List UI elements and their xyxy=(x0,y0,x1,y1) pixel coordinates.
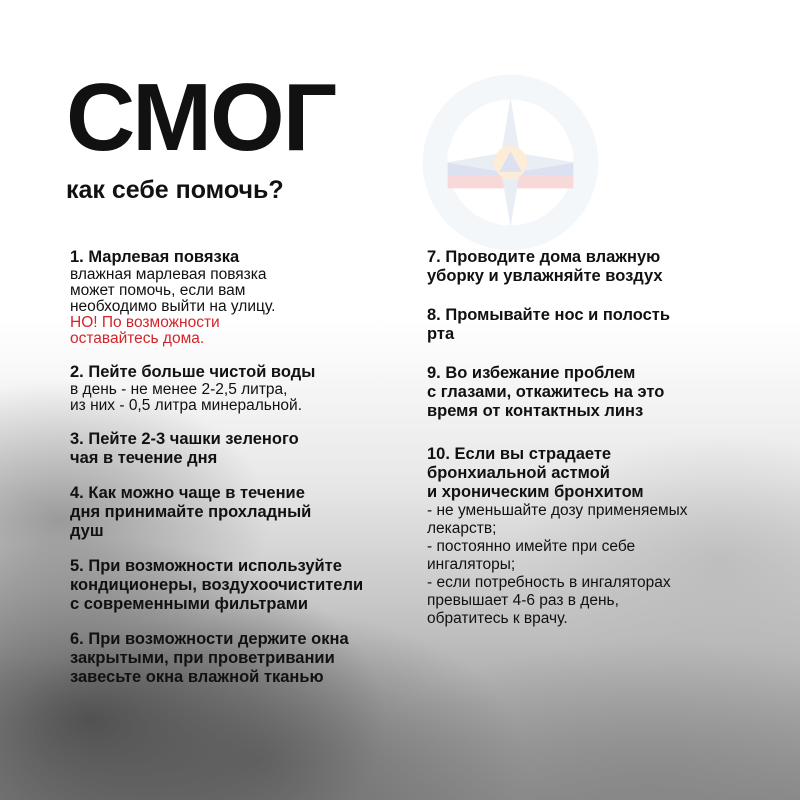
emblem-icon xyxy=(418,70,603,255)
tip-heading: душ xyxy=(70,522,104,540)
page-title: СМОГ xyxy=(66,64,336,171)
tip-heading: 8. Промывайте нос и полость xyxy=(427,306,671,324)
tip-heading: дня принимайте прохладный xyxy=(70,503,312,521)
tip-heading: 10. Если вы страдаете xyxy=(427,445,612,463)
tip-heading: завесьте окна влажной тканью xyxy=(70,668,324,686)
tip-heading: 5. При возможности используйте xyxy=(70,557,342,575)
tip-text: лекарств; xyxy=(427,520,497,537)
tip-heading: уборку и увлажняйте воздух xyxy=(427,267,663,285)
tip-text: обратитесь к врачу. xyxy=(427,610,568,627)
tip-6 xyxy=(70,630,400,687)
tip-heading: 4. Как можно чаще в течение xyxy=(70,484,305,502)
tip-text: влажная марлевая повязка xyxy=(70,266,267,283)
tip-heading: закрытыми, при проветривании xyxy=(70,649,335,667)
tip-8 xyxy=(427,306,767,344)
tip-heading: с современными фильтрами xyxy=(70,595,308,613)
tip-heading: 7. Проводите дома влажную xyxy=(427,248,661,266)
tip-text: необходимо выйти на улицу. xyxy=(70,298,276,315)
tip-text: ингаляторы; xyxy=(427,556,516,573)
tip-heading: и хроническим бронхитом xyxy=(427,483,644,501)
tip-text: может помочь, если вам xyxy=(70,282,246,299)
tip-heading: 1. Марлевая повязка xyxy=(70,248,240,266)
tip-heading: чая в течение дня xyxy=(70,449,218,467)
tip-heading: кондиционеры, воздухоочистители xyxy=(70,576,364,594)
tip-heading: с глазами, откажитесь на это xyxy=(427,383,665,401)
tip-text: - если потребность в ингаляторах xyxy=(427,574,671,591)
tip-4 xyxy=(70,484,400,541)
tip-7 xyxy=(427,248,767,286)
tip-warning: оставайтесь дома. xyxy=(70,330,205,347)
tip-heading: время от контактных линз xyxy=(427,402,644,420)
right-column xyxy=(427,248,767,644)
tip-text: - не уменьшайте дозу применяемых xyxy=(427,502,688,519)
tip-3 xyxy=(70,430,400,468)
tip-2 xyxy=(70,363,400,414)
left-column xyxy=(70,248,400,703)
tip-text: в день - не менее 2-2,5 литра, xyxy=(70,381,288,398)
tip-heading: 6. При возможности держите окна xyxy=(70,630,349,648)
tip-heading: бронхиальной астмой xyxy=(427,464,610,482)
tip-text: - постоянно имейте при себе xyxy=(427,538,636,555)
tip-5 xyxy=(70,557,400,614)
page-subtitle: как себе помочь? xyxy=(66,176,284,204)
tip-9 xyxy=(427,364,767,421)
tip-text: из них - 0,5 литра минеральной. xyxy=(70,397,303,414)
tip-text: превышает 4-6 раз в день, xyxy=(427,592,619,609)
tip-heading: 2. Пейте больше чистой воды xyxy=(70,363,316,381)
tip-1 xyxy=(70,248,400,347)
tip-warning: НО! По возможности xyxy=(70,314,220,331)
tip-heading: 9. Во избежание проблем xyxy=(427,364,636,382)
tip-heading: рта xyxy=(427,325,455,343)
tip-10 xyxy=(427,445,767,628)
tip-heading: 3. Пейте 2-3 чашки зеленого xyxy=(70,430,299,448)
